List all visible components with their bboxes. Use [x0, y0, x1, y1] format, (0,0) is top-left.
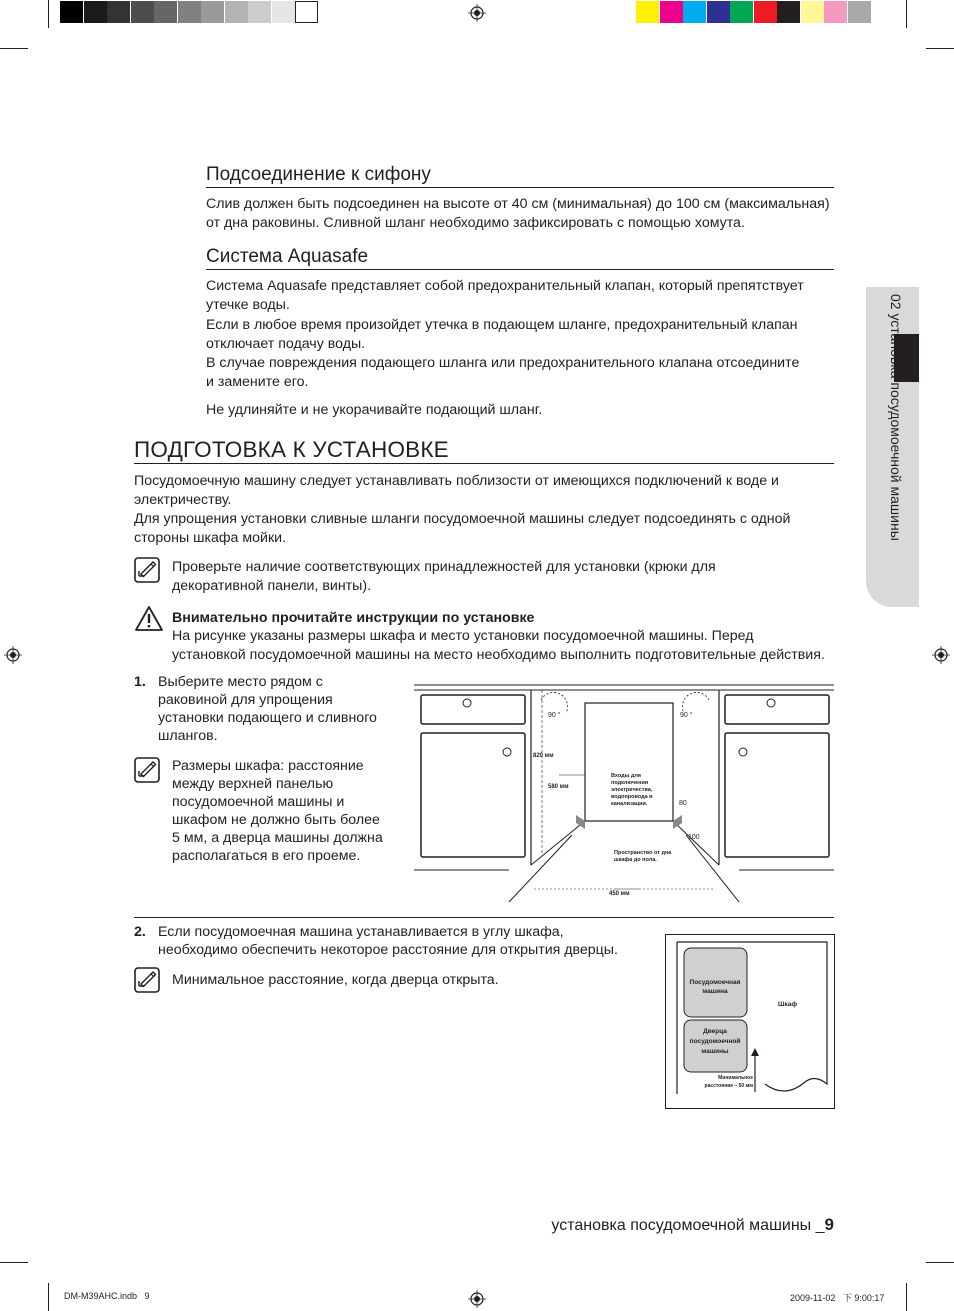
color-swatch: [824, 1, 847, 23]
inputs-label: Входы для: [611, 773, 642, 779]
gray-swatch: [131, 1, 154, 23]
step1-text: раковиной для упрощения: [158, 692, 333, 708]
height-label: 820 мм: [533, 753, 554, 759]
crop-mark: [48, 1283, 49, 1311]
step-number: 1.: [134, 674, 146, 690]
crop-mark: [0, 48, 28, 49]
step2-text: Если посудомоечная машина устанавливается в углу шкафа,: [158, 924, 564, 940]
registration-mark-icon: [4, 646, 22, 664]
step1-note-text: Размеры шкафа: расстояние: [172, 758, 364, 774]
note-text: Проверьте наличие соответствующих принадлежностей для установки (крюки для: [172, 559, 716, 575]
step1-note-text: 5 мм, а дверца машины должна: [172, 830, 383, 846]
prep-heading: ПОДГОТОВКА К УСТАНОВКЕ: [134, 437, 449, 462]
step2-note-text: Минимальное расстояние, когда дверца открыта.: [172, 972, 499, 988]
color-swatch: [707, 1, 730, 23]
step1-text: шлангов.: [158, 728, 218, 744]
gray-swatch: [154, 1, 177, 23]
aquasafe-text: Система Aquasafe представляет собой предохранительный клапан, который препятствует: [206, 278, 804, 294]
door-label: машины: [701, 1048, 729, 1055]
note-icon: [134, 557, 160, 583]
inputs-label: водопровода и: [611, 794, 653, 800]
space-label: Пространство от дна: [614, 850, 672, 856]
siphon-text: Слив должен быть подсоединен на высоте от 40 см (минимальная) до 100 см (максимальная): [206, 196, 830, 212]
gray-swatch: [272, 1, 295, 23]
dishwasher-label: машина: [702, 988, 728, 995]
dim-label: 80: [679, 800, 687, 807]
dishwasher-label: Посудомоечная: [689, 979, 741, 986]
aquasafe-text: Не удлиняйте и не укорачивайте подающий шланг.: [206, 402, 543, 418]
registration-mark-icon: [932, 646, 950, 664]
chapter-tab-label: 02 установка посудомоечной машины: [888, 294, 904, 541]
crop-mark: [926, 48, 954, 49]
gray-swatch: [84, 1, 107, 23]
step1-note-text: посудомоечной машины и: [172, 794, 345, 810]
angle-label: 90 °: [680, 712, 693, 719]
warning-icon: [134, 605, 164, 632]
warning-title: Внимательно прочитайте инструкции по установке: [172, 610, 535, 626]
inputs-label: электричества,: [611, 787, 653, 793]
step1-note-text: между верхней панелью: [172, 776, 334, 792]
heading-rule: [206, 269, 834, 270]
prep-text: электричеству.: [134, 492, 232, 508]
space-label: шкафа до пола.: [614, 857, 657, 863]
page-number: 9: [824, 1215, 834, 1234]
color-swatch: [777, 1, 800, 23]
color-swatch: [730, 1, 753, 23]
min-distance-label: Минимальное: [718, 1075, 753, 1081]
color-swatch: [801, 1, 824, 23]
gray-swatch: [248, 1, 271, 23]
width-label: 450 мм: [609, 891, 630, 897]
step1-note-text: располагаться в его проеме.: [172, 848, 361, 864]
footer-separator: _: [811, 1217, 825, 1234]
color-swatch: [683, 1, 706, 23]
gray-swatch: [295, 1, 318, 23]
date-info: 2009-11-02 下 9:00:17: [790, 1293, 885, 1303]
aquasafe-text: В случае повреждения подающего шланга или предохранительного клапана отсоедините: [206, 355, 800, 371]
inputs-label: подключения: [611, 780, 649, 786]
note-icon: [134, 757, 160, 783]
color-swatch: [754, 1, 777, 23]
prep-text: стороны шкафа мойки.: [134, 530, 287, 546]
color-swatch: [636, 1, 659, 23]
prep-text: Для упрощения установки сливные шланги посудомоечной машины следует подсоединять с одной: [134, 511, 791, 527]
prep-text: Посудомоечную машину следует устанавливать поблизости от имеющихся подключений к воде и: [134, 473, 779, 489]
door-label: посудомоечной: [689, 1038, 741, 1045]
note-text: декоративной панели, винты).: [172, 578, 372, 594]
file-info: DM-M39AHC.indb 9: [64, 1291, 150, 1301]
registration-mark-icon: [468, 1290, 486, 1308]
registration-mark-icon: [468, 4, 486, 22]
crop-mark: [0, 1262, 28, 1263]
depth-label: 580 мм: [548, 784, 569, 790]
heading-rule: [134, 463, 834, 464]
angle-label: 90 °: [548, 712, 561, 719]
crop-mark: [48, 0, 49, 28]
color-swatch: [848, 1, 871, 23]
siphon-text: от дна раковины. Сливной шланг необходимо зафиксировать с помощью хомута.: [206, 215, 745, 231]
aquasafe-heading: Система Aquasafe: [206, 246, 369, 267]
crop-mark: [906, 1283, 907, 1311]
page-footer: [551, 1215, 834, 1235]
step-number: 2.: [134, 924, 146, 940]
corner-installation-diagram: [665, 934, 835, 1109]
step2-text: необходимо обеспечить некоторое расстояние для открытия дверцы.: [158, 942, 618, 958]
step1-text: Выберите место рядом с: [158, 674, 323, 690]
cabinet-installation-diagram: [414, 675, 834, 907]
door-label: Дверца: [703, 1028, 727, 1035]
heading-rule: [206, 187, 834, 188]
gray-swatch: [201, 1, 224, 23]
gray-swatch: [225, 1, 248, 23]
aquasafe-text: утечке воды.: [206, 297, 290, 313]
warning-text: На рисунке указаны размеры шкафа и место установки посудомоечной машины. Перед: [172, 628, 754, 644]
gray-swatch: [60, 1, 83, 23]
gray-swatch: [178, 1, 201, 23]
footer-section: установка посудомоечной машины: [551, 1217, 812, 1234]
inputs-label: канализации.: [611, 801, 648, 807]
cabinet-label: Шкаф: [778, 1001, 798, 1008]
aquasafe-text: Если в любое время произойдет утечка в подающем шланге, предохранительный клапан: [206, 317, 798, 333]
gray-swatch: [107, 1, 130, 23]
step1-text: установки подающего и сливного: [158, 710, 377, 726]
dim-label: 100: [688, 834, 700, 841]
crop-mark: [906, 0, 907, 28]
warning-text: установкой посудомоечной машины на место необходимо выполнить подготовительные действия.: [172, 647, 825, 663]
aquasafe-text: отключает подачу воды.: [206, 336, 366, 352]
step1-note-text: шкафом не должно быть более: [172, 812, 380, 828]
crop-mark: [926, 1262, 954, 1263]
color-swatch: [660, 1, 683, 23]
aquasafe-text: и замените его.: [206, 374, 309, 390]
section-rule: [134, 917, 834, 918]
note-icon: [134, 967, 160, 993]
siphon-heading: Подсоединение к сифону: [206, 164, 431, 185]
min-distance-label: расстояние – 50 мм: [704, 1083, 753, 1089]
